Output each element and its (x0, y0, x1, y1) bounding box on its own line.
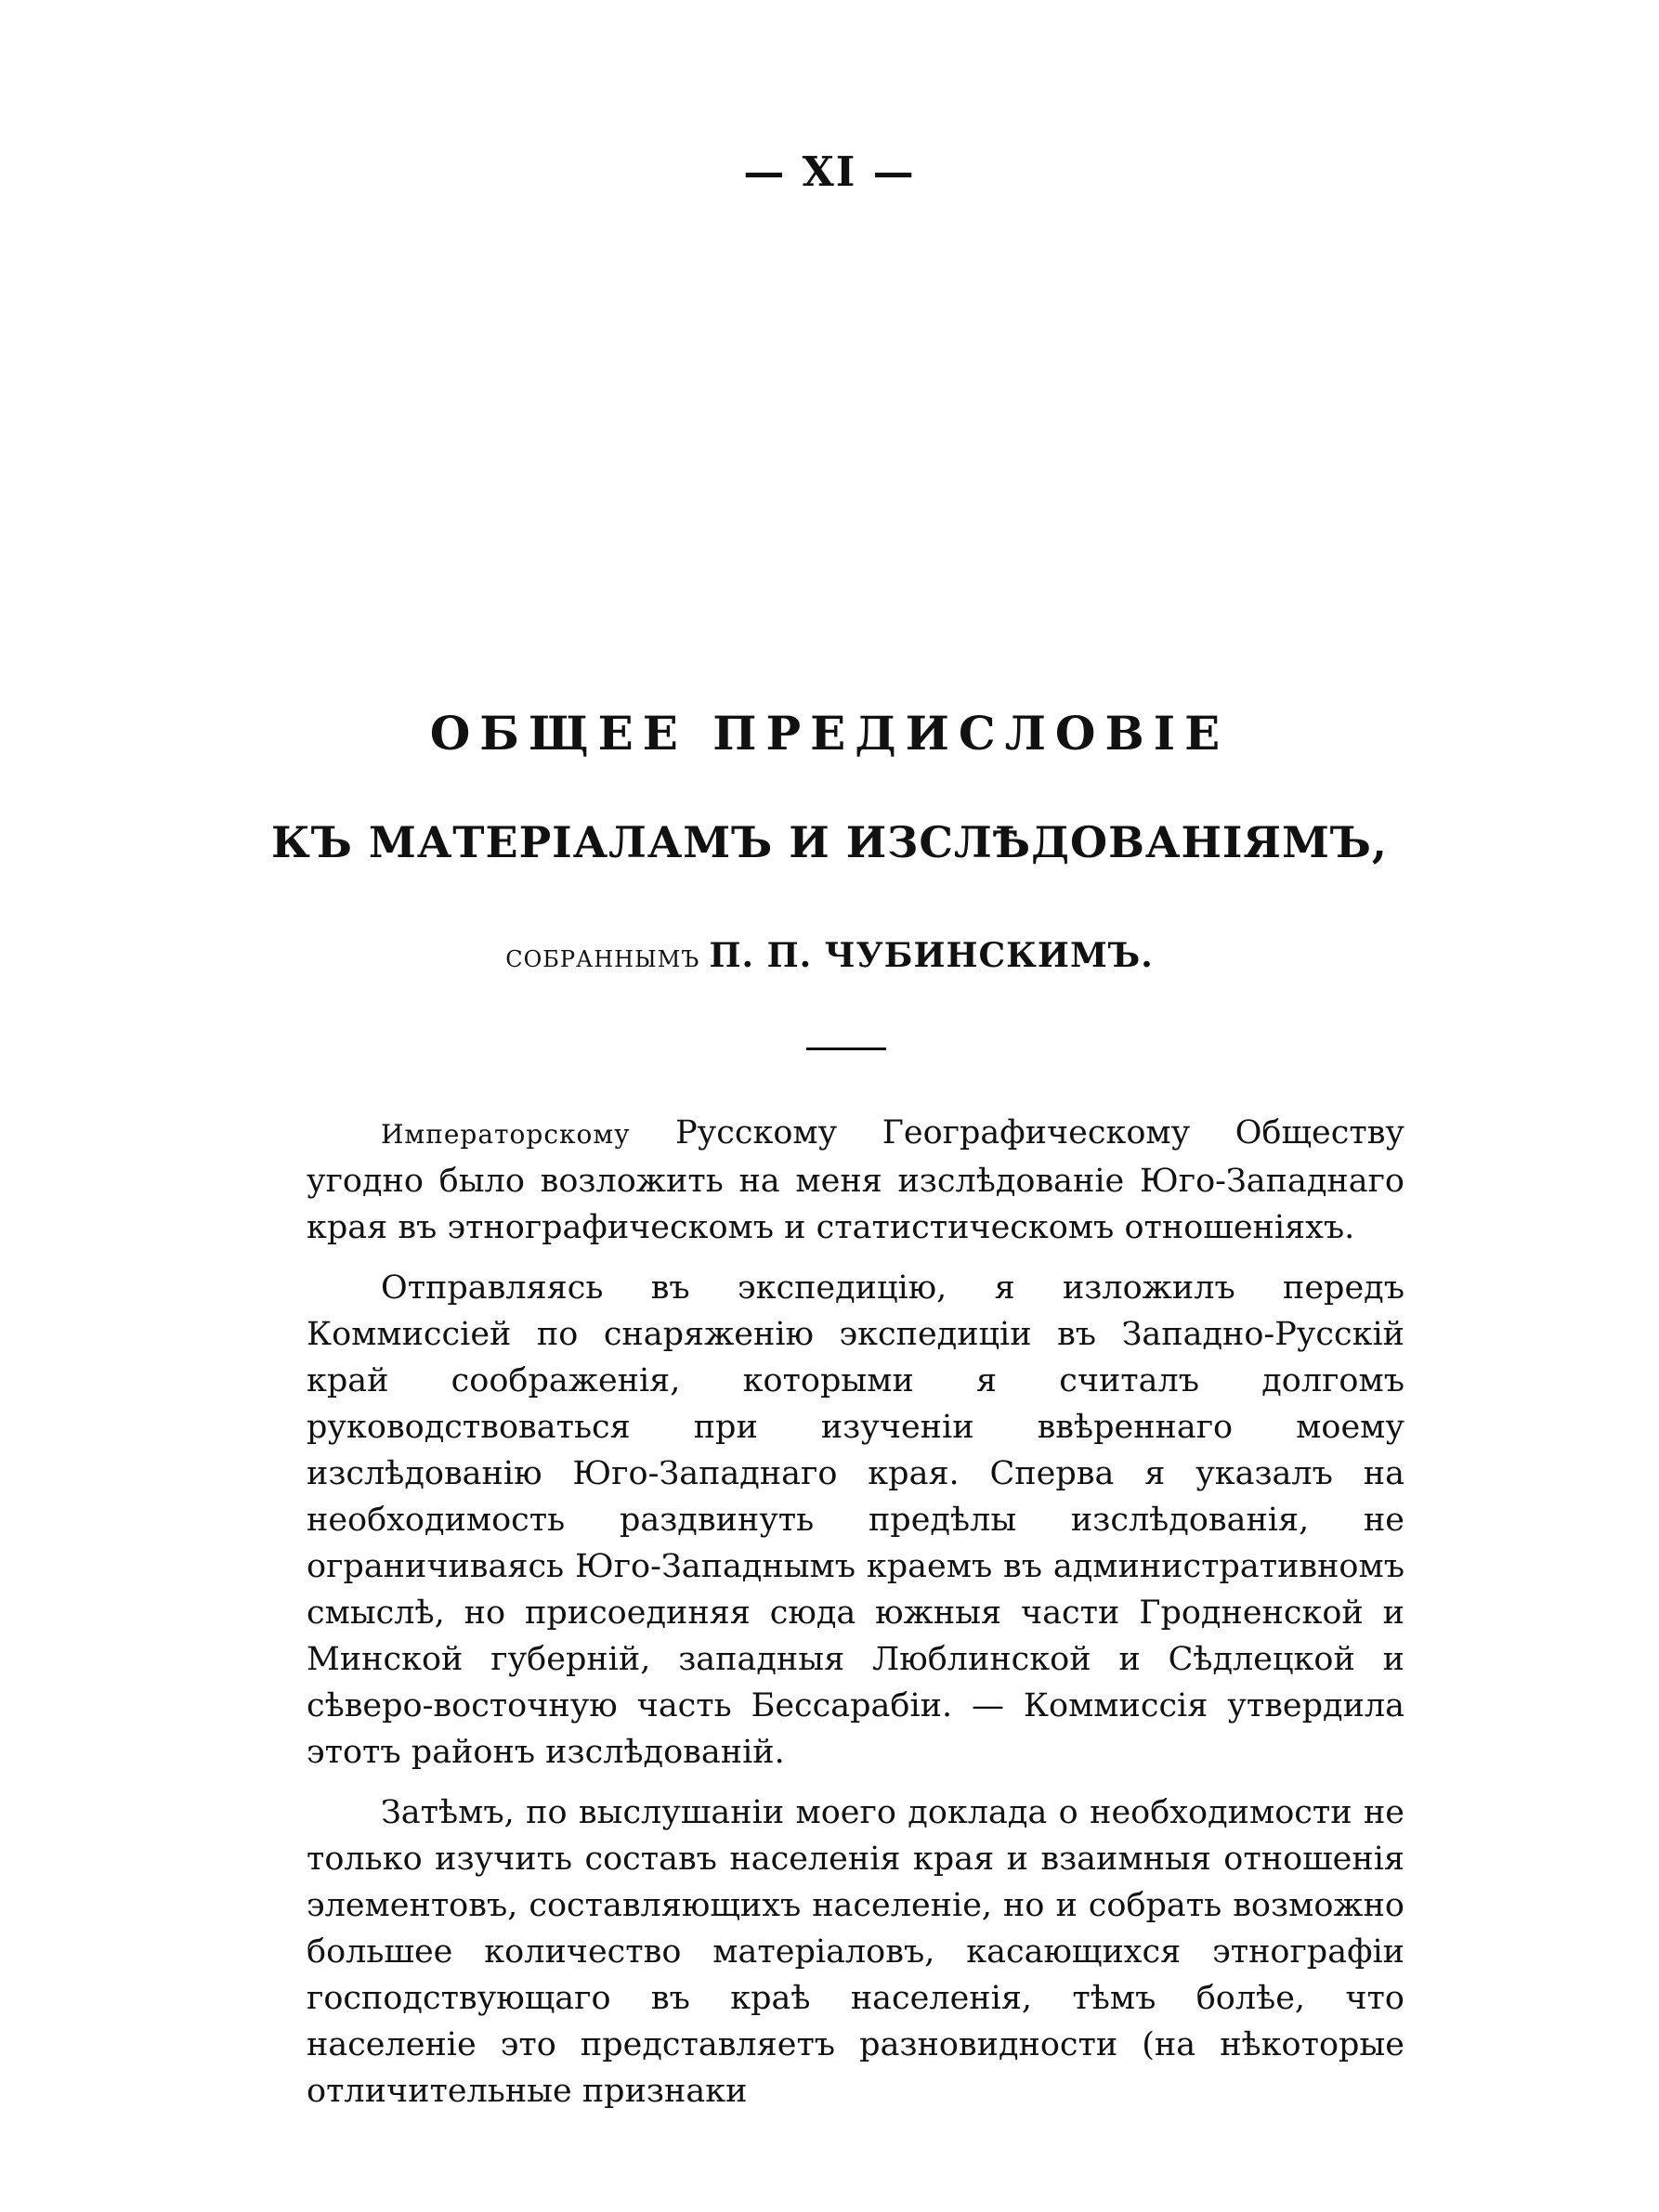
body-text (307, 1110, 1404, 2128)
paragraph-lead: Императорскому (381, 1119, 631, 1150)
paragraph-text: Отправляясь въ экспедицію, я изложилъ передъ Коммиссіей по снаряженію экспедиціи въ Западно-Русскій край соображенія, которыми я считалъ долгомъ руководствоваться при изученіи ввѣреннаго моему изслѣдованію Юго-Западнаго края. Сперва я указалъ на необходимость раздвинуть предѣлы изслѣдованія, не ограничиваясь Юго-Западнымъ краемъ въ административномъ смыслѣ, но присоединяя сюда южныя части Гродненской и Минской губерній, западныя Люблинской и Сѣдлецкой и сѣверо-восточную часть Бессарабіи. — Коммиссія утвердила этотъ районъ изслѣдованій. (307, 1269, 1404, 1771)
paragraph-1 (307, 1110, 1404, 1251)
paragraph-text: Затѣмъ, по выслушаніи моего доклада о необходимости не только изучить составъ населенія края и взаимныя отношенія элементовъ, составляющихъ населеніе, но и собрать возможно большее количество матеріаловъ, касающихся этнографіи господствующаго въ краѣ населенія, тѣмъ болѣе, что населеніе это представляетъ разновидности (на нѣкоторые отличительные признаки (307, 1794, 1404, 2110)
byline (0, 936, 1659, 975)
byline-prefix: СОБРАННЫМЪ (505, 946, 700, 972)
separator-rule (806, 1047, 886, 1050)
paragraph-text: Русскому Географическому Обществу угодно было возложить на меня изслѣдованіе Юго-Западнаго края въ этнографическомъ и статистическомъ отношеніяхъ. (307, 1114, 1404, 1246)
chapter-title: ОБЩЕЕ ПРЕДИСЛОВІЕ (429, 706, 1230, 761)
page-number: — XI — (743, 149, 916, 196)
paragraph-3 (307, 1789, 1404, 2114)
paragraph-2 (307, 1265, 1404, 1776)
chapter-subtitle: КЪ МАТЕРІАЛАМЪ И ИЗСЛѢДОВАНІЯМЪ, (271, 817, 1388, 867)
author-name: П. П. ЧУБИНСКИМЪ. (709, 936, 1154, 975)
